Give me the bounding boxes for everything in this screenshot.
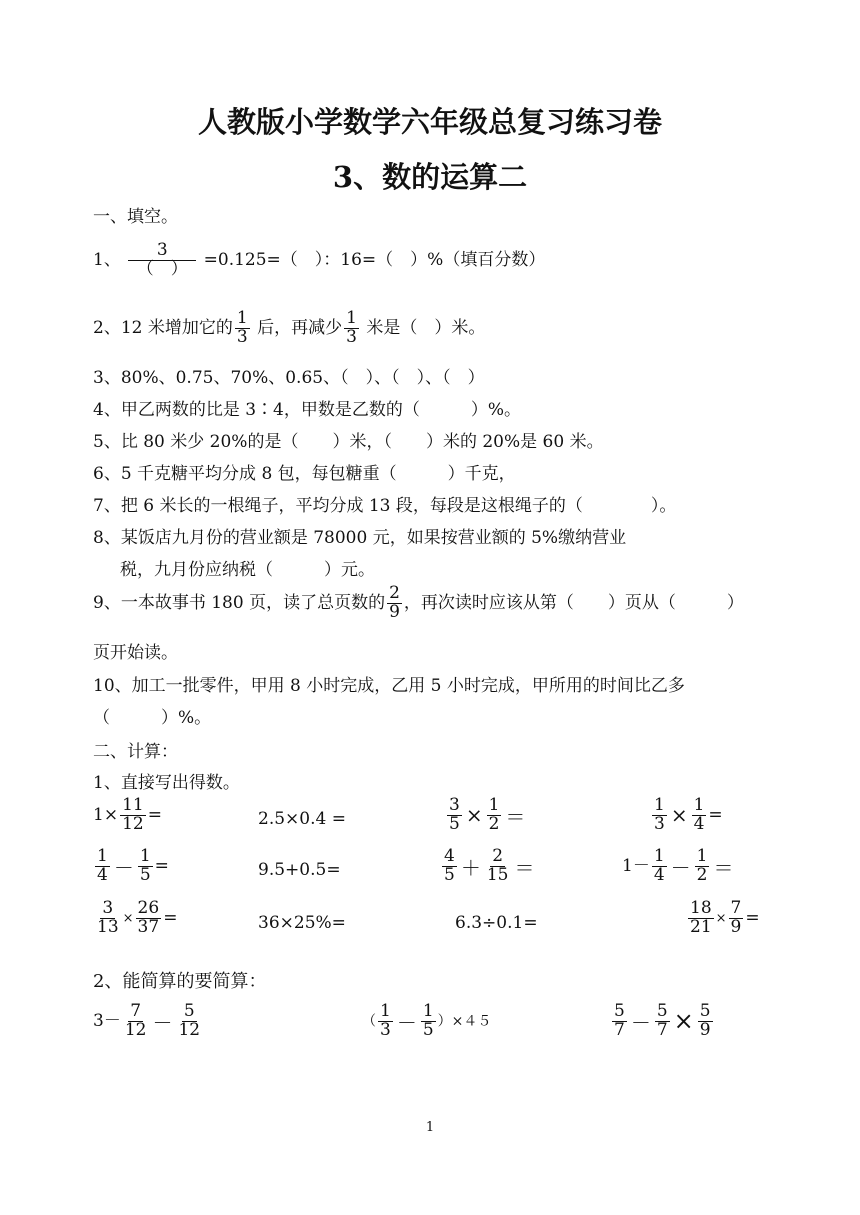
calc-r3-c4-f1 [688,900,714,937]
calc-r2-c3-d1: 5 [444,864,455,885]
q1-rest: =0.125=（ ）：16=（ ）%（填百分数） [203,249,546,270]
simplify-2-op: － [396,1010,417,1035]
page-subtitle: 3、数的运算二 [332,160,528,194]
calc-r2-c3 [440,848,536,885]
calc-r1-c2: 2.5×0.4 = [258,809,346,829]
calc-r3-c4 [686,900,760,937]
calc-r2-c1-f2 [138,848,153,885]
calc-r1-c3-n2: 1 [488,795,500,815]
calc-r2-c4-n2: 1 [696,846,708,866]
simplify-3-op2: × [673,1007,694,1036]
calc-r3-c1-n1: 3 [102,898,114,918]
q1-fraction [128,242,196,279]
q9-den: 9 [389,601,400,622]
q1-prefix: 1、 [93,249,121,270]
calc-r3-c3: 6.3÷0.1= [455,913,538,933]
calc-r2-c3-n1: 4 [444,846,455,866]
calc-r1-c4-n1: 1 [654,795,665,815]
calc-r1-c4-op: × [670,803,688,828]
simplify-3-op: － [630,1010,651,1035]
simplify-3-f1 [612,1003,627,1040]
q2-text-a: 2、12 米增加它的 [93,317,233,338]
simplify-3-d1: 7 [614,1019,625,1040]
section-heading-calculate: 二、计算： [93,742,178,762]
simplify-1-op: － [152,1010,173,1035]
calc-r3-c1-op: × [122,910,134,926]
section-heading-fill-in: 一、填空。 [93,207,178,227]
simplify-3-f2 [655,1003,670,1040]
calc-r2-c3-eq: ＝ [514,855,535,880]
calc-r3-c1-f2 [136,900,162,937]
calc-r2-c1-op: － [113,855,134,880]
simplify-2-tail: ）×４５ [437,1013,492,1030]
calc-r2-c3-op: ＋ [460,855,481,880]
calc-r1-c4-f1 [652,797,667,834]
calc-r1-c3-n1: 3 [449,795,460,815]
simplify-2-d1: 3 [380,1019,391,1040]
simplify-3-d3: 9 [699,1019,711,1040]
simplify-2-d2: 5 [422,1019,434,1040]
simplify-2-f2 [421,1003,436,1040]
calc-r2-c4-n1: 1 [653,846,665,866]
question-7: 7、把 6 米长的一根绳子，平均分成 13 段，每段是这根绳子的（ ）。 [93,496,677,516]
calc-r2-c1 [93,848,169,885]
calc-r3-c1-f1 [95,900,121,937]
q2-f1-num: 1 [236,308,248,328]
calc-r1-c1-fraction [120,797,146,834]
calc-r1-c4 [650,797,723,834]
question-5: 5、比 80 米少 20%的是（ ）米，（ ）米的 20%是 60 米。 [93,432,604,452]
calc-r2-c1-eq: = [154,855,169,876]
calc-r2-c4-eq: ＝ [713,855,734,880]
simplify-1-d2: 12 [178,1019,201,1040]
calc-r1-c1 [93,797,162,834]
question-1 [93,242,545,279]
calc-r3-c4-d1: 21 [690,916,712,937]
simplify-3-d2: 7 [656,1019,668,1040]
simplify-1-f2 [176,1003,202,1040]
calc-r2-c3-f1 [442,848,457,885]
calc-r3-c4-n2: 7 [730,898,742,918]
calc-r1-c1-num: 11 [122,795,144,815]
simplify-1 [93,1003,204,1040]
calc-r2-c1-d1: 4 [97,864,108,885]
subsection-direct-answers: 1、直接写出得数。 [93,773,240,793]
calc-r1-c4-d2: 4 [693,813,705,834]
q2-text-c: 米是（ ）米。 [366,317,486,338]
calc-r1-c1-lead: 1× [93,804,119,825]
calc-r2-c2: 9.5+0.5= [258,860,341,880]
subsection-simplify: 2、能简算的要简算： [93,971,267,992]
calc-r1-c3-d1: 5 [449,813,460,834]
simplify-3-n3: 5 [699,1001,711,1021]
question-4: 4、甲乙两数的比是 3∶4，甲数是乙数的（ ）%。 [93,400,522,420]
q1-numerator: 3 [128,242,196,261]
calc-r1-c4-d1: 3 [654,813,665,834]
simplify-1-d1: 12 [124,1019,147,1040]
page-number: 1 [425,1120,435,1135]
calc-r2-c1-d2: 5 [139,864,151,885]
simplify-3-n2: 5 [656,1001,668,1021]
question-9-line-2: 页开始读。 [93,643,178,663]
calc-r2-c4-f1 [652,848,667,885]
simplify-2-f1 [378,1003,393,1040]
calc-r1-c3-f1 [447,797,462,834]
calc-r3-c4-n1: 18 [690,898,712,918]
calc-r3-c2: 36×25%= [258,913,346,933]
simplify-1-n1: 7 [130,1001,142,1021]
calc-r1-c3-f2 [487,797,502,834]
simplify-2-n2: 1 [422,1001,434,1021]
calc-r2-c4-d2: 2 [696,864,708,885]
question-10-line-1: 10、加工一批零件，甲用 8 小时完成，乙用 5 小时完成，甲所用的时间比乙多 [93,676,685,696]
calc-r3-c1 [93,900,177,937]
calc-r3-c1-d1: 13 [97,916,119,937]
q2-f2-den: 3 [346,326,357,347]
simplify-3-n1: 5 [614,1001,625,1021]
calc-r2-c1-n2: 1 [139,846,151,866]
calc-r2-c1-f1 [95,848,110,885]
calc-r1-c3 [445,797,527,834]
simplify-1-f1 [123,1003,149,1040]
simplify-3-f3 [698,1003,713,1040]
q2-f1-den: 3 [236,326,248,347]
q2-fraction-1 [235,310,250,347]
calc-r1-c4-n2: 1 [693,795,705,815]
q2-text-b: 后，再减少 [257,317,343,338]
calc-r3-c4-d2: 9 [730,916,742,937]
question-2 [93,310,485,347]
page-title: 人教版小学数学六年级总复习练习卷 [197,105,662,139]
calc-r2-c4-f2 [695,848,710,885]
calc-r2-c1-n1: 1 [97,846,108,866]
q9-num: 2 [389,583,400,603]
q9-text-a: 9、一本故事书 180 页，读了总页数的 [93,592,386,613]
calc-r2-c4-d1: 4 [653,864,665,885]
q2-f2-num: 1 [346,308,357,328]
calc-r1-c1-den: 12 [122,813,144,834]
calc-r3-c1-eq: = [163,907,178,928]
q9-fraction [387,585,402,622]
calc-r1-c3-eq: ＝ [505,804,526,829]
question-10-line-2: （ ）%。 [93,708,212,728]
simplify-2 [362,1003,491,1040]
simplify-2-lead: （ [362,1013,376,1030]
simplify-3 [610,1003,715,1040]
question-9 [93,585,744,622]
question-8-line-1: 8、某饭店九月份的营业额是 78000 元，如果按营业额的 5%缴纳营业 [93,528,627,548]
calc-r1-c3-op: × [465,803,483,828]
simplify-2-n1: 1 [380,1001,391,1021]
question-8-line-2: 税，九月份应纳税（ ）元。 [120,560,375,580]
calc-r2-c4 [622,848,735,885]
calc-r3-c1-n2: 26 [137,898,160,918]
calc-r1-c4-f2 [692,797,707,834]
q2-fraction-2 [344,310,359,347]
simplify-1-lead: 3－ [93,1010,121,1031]
calc-r2-c3-f2 [485,848,511,885]
calc-r2-c4-op: － [670,855,691,880]
calc-r1-c3-d2: 2 [488,813,500,834]
calc-r2-c3-n2: 2 [492,846,504,866]
question-3: 3、80%、0.75、70%、0.65、（ ）、（ ）、（ ） [93,368,485,388]
calc-r1-c4-eq: = [708,804,723,825]
calc-r3-c4-eq: = [745,907,760,928]
calc-r2-c3-d2: 15 [486,864,509,885]
question-6: 6、5 千克糖平均分成 8 包，每包糖重（ ）千克， [93,464,516,484]
calc-r1-c1-eq: = [147,804,162,825]
simplify-1-n2: 5 [183,1001,195,1021]
calc-r2-c4-lead: 1－ [622,855,650,876]
q9-text-b: ，再次读时应该从第（ ）页从（ ） [403,592,744,613]
calc-r3-c4-op: × [715,910,727,926]
calc-r3-c4-f2 [729,900,744,937]
q1-denominator: （ ） [136,258,188,279]
calc-r3-c1-d2: 37 [137,916,160,937]
